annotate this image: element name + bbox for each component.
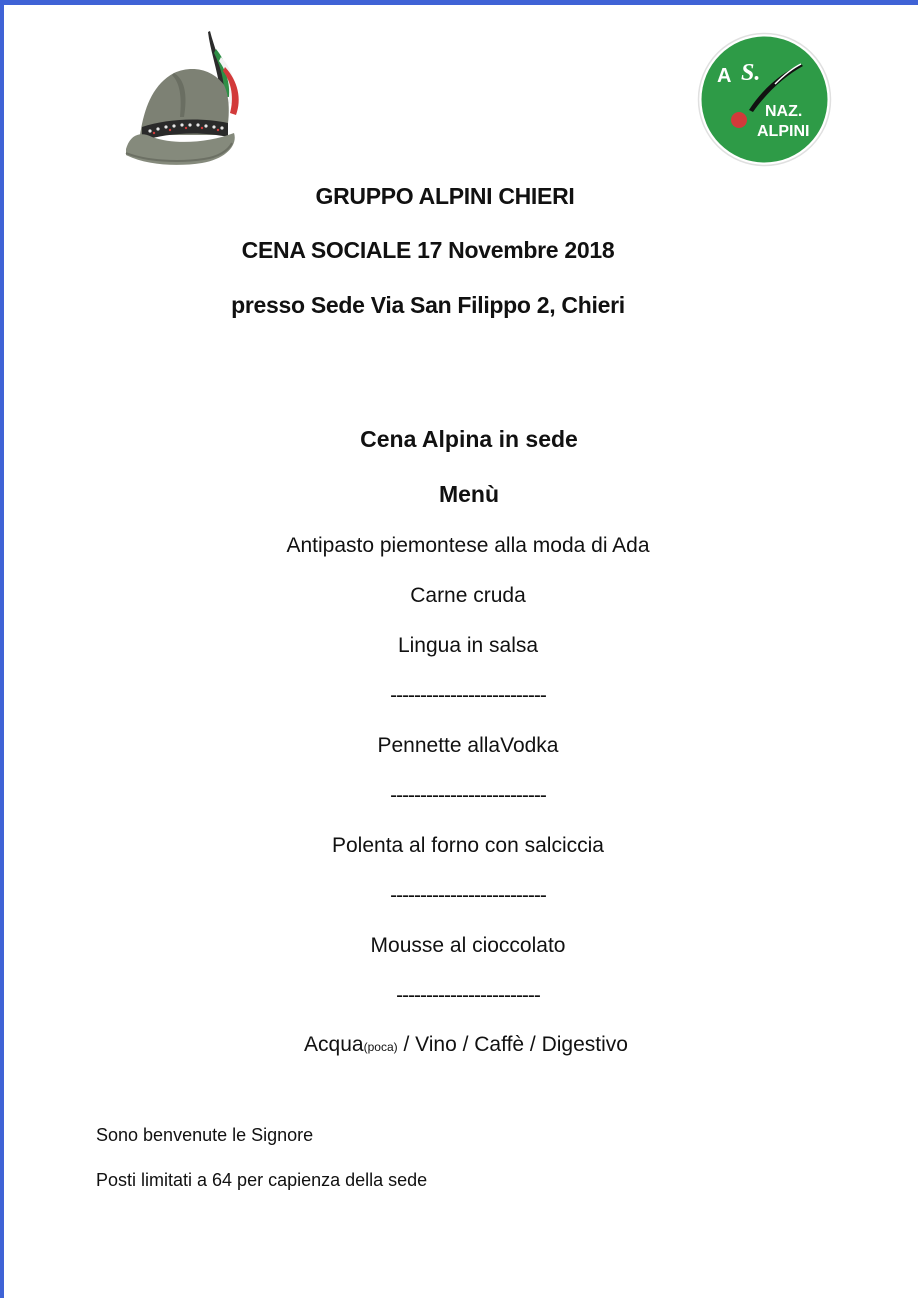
menu-item: Carne cruda — [410, 584, 526, 607]
drinks-rest: / Vino / Caffè / Digestivo — [397, 1033, 628, 1056]
menu-separator: -------------------------- — [390, 884, 546, 907]
group-name-heading: GRUPPO ALPINI CHIERI — [315, 183, 575, 209]
alpine-hat-icon — [122, 27, 247, 167]
ana-logo-icon — [697, 32, 832, 167]
menu-item: Lingua in salsa — [397, 634, 539, 657]
menu-item: Polenta al forno con salciccia — [332, 834, 604, 857]
menu-title: Menù — [438, 481, 500, 507]
logo-naz-text: NAZ. — [765, 103, 803, 120]
drinks-line — [4, 1033, 918, 1057]
drinks-water-note: (poca) — [363, 1040, 398, 1054]
logo-letter-s: S. — [741, 60, 761, 86]
menu-item: Mousse al cioccolato — [370, 934, 566, 957]
note-ladies-welcome: Sono benvenute le Signore — [96, 1125, 314, 1145]
drinks-water: Acqua — [304, 1033, 364, 1056]
menu-separator: -------------------------- — [390, 684, 546, 707]
menu-item: Antipasto piemontese alla moda di Ada — [286, 534, 650, 557]
menu-separator: ------------------------ — [396, 984, 540, 1007]
event-date-heading: CENA SOCIALE 17 Novembre 2018 — [241, 237, 615, 263]
event-location-heading: presso Sede Via San Filippo 2, Chieri — [231, 292, 625, 318]
menu-item: Pennette allaVodka — [377, 734, 559, 757]
logo-letter-a: A — [717, 65, 732, 87]
dinner-title: Cena Alpina in sede — [360, 426, 578, 452]
menu-separator: -------------------------- — [390, 784, 546, 807]
note-limited-seats: Posti limitati a 64 per capienza della sede — [96, 1170, 428, 1190]
logo-alpini-text: ALPINI — [757, 123, 810, 140]
